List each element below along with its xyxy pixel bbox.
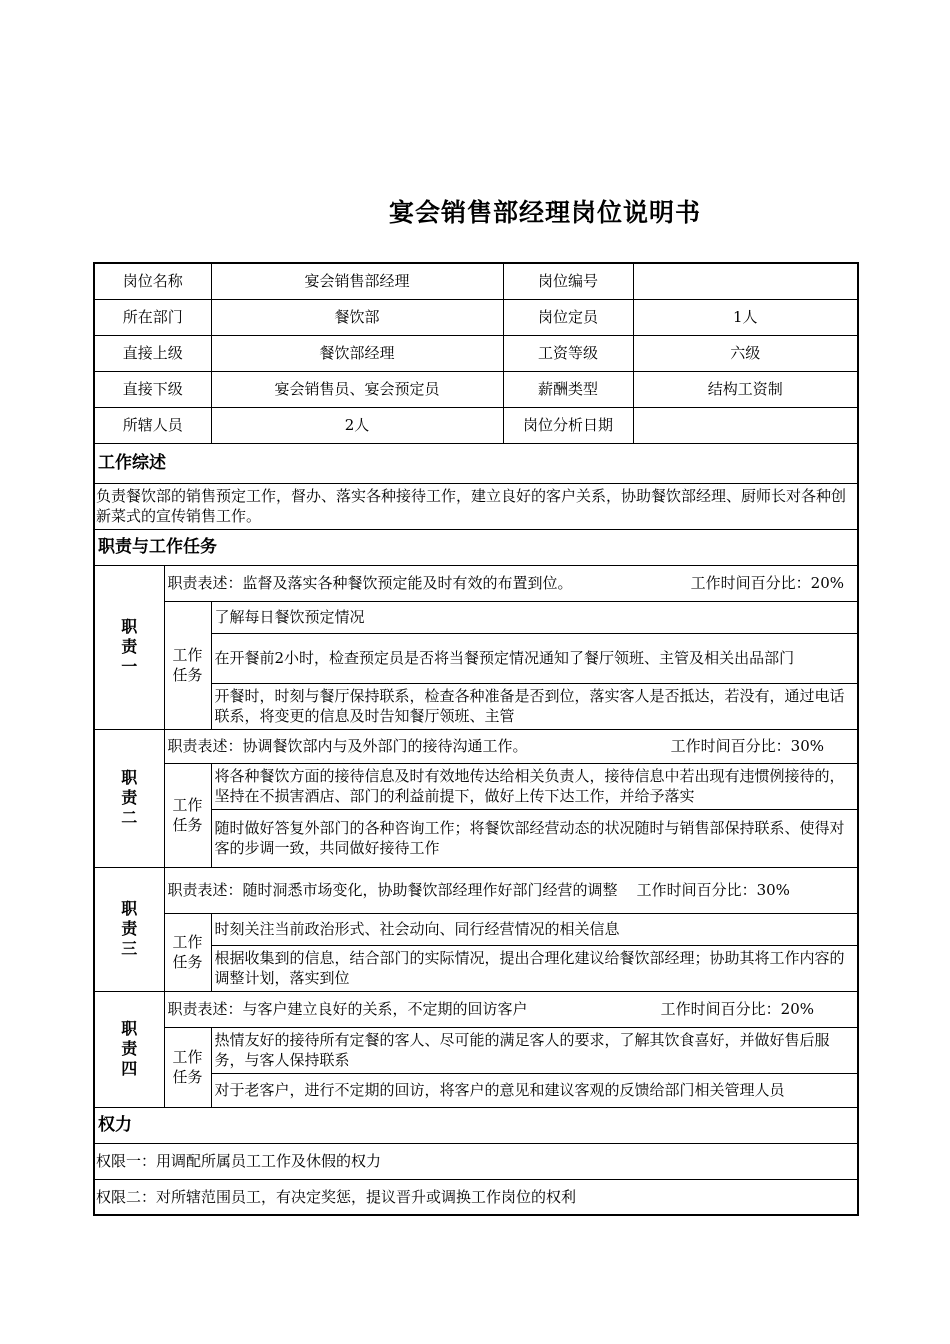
info-value: 宴会销售部经理: [211, 263, 503, 299]
duty-statement: [164, 991, 858, 1027]
info-value: [633, 407, 858, 443]
summary-text: 负责餐饮部的销售预定工作，督办、落实各种接待工作，建立良好的客户关系，协助餐饮部经理、厨师长对各种创新菜式的宣传销售工作。: [94, 483, 858, 529]
summary-heading: 工作综述: [94, 443, 858, 483]
authority-item: 权限二：对所辖范围员工，有决定奖惩，提议晋升或调换工作岗位的权利: [94, 1179, 858, 1215]
duty-label: 职责三: [94, 867, 164, 991]
duty-percent: 工作时间百分比：20%: [690, 574, 845, 592]
task-item: 随时做好答复外部门的各种咨询工作；将餐饮部经营动态的状况随时与销售部保持联系、使得对客的步调一致，共同做好接待工作: [211, 809, 858, 867]
duty-statement: [164, 729, 858, 763]
duty-statement-text: 职责表述：监督及落实各种餐饮预定能及时有效的布置到位。: [167, 574, 573, 592]
info-value: 餐饮部经理: [211, 335, 503, 371]
duty-label: 职责四: [94, 991, 164, 1107]
info-value: 1人: [633, 299, 858, 335]
info-row: [94, 407, 858, 443]
task-label: 工作任务: [164, 763, 211, 867]
duties-heading: 职责与工作任务: [94, 529, 858, 565]
info-value: [633, 263, 858, 299]
authority-item: 权限一：用调配所属员工工作及休假的权力: [94, 1143, 858, 1179]
duty-statement-text: 职责表述：随时洞悉市场变化，协助餐饮部经理作好部门经营的调整: [167, 881, 618, 899]
info-label: 直接下级: [94, 371, 211, 407]
info-label: 薪酬类型: [503, 371, 633, 407]
info-label: 岗位定员: [503, 299, 633, 335]
info-row: [94, 371, 858, 407]
authority-heading: 权力: [94, 1107, 858, 1143]
task-item: 开餐时，时刻与餐厅保持联系，检查各种准备是否到位，落实客人是否抵达，若没有，通过电话联系，将变更的信息及时告知餐厅领班、主管: [211, 683, 858, 729]
info-value: 宴会销售员、宴会预定员: [211, 371, 503, 407]
info-row: [94, 263, 858, 299]
duty-statement: [164, 565, 858, 601]
info-label: 所在部门: [94, 299, 211, 335]
info-label: 岗位名称: [94, 263, 211, 299]
info-label: 岗位编号: [503, 263, 633, 299]
duty-label: 职责二: [94, 729, 164, 867]
page-title: 宴会销售部经理岗位说明书: [388, 198, 701, 227]
task-item: 在开餐前2小时，检查预定员是否将当餐预定情况通知了餐厅领班、主管及相关出品部门: [211, 633, 858, 683]
task-label: 工作任务: [164, 601, 211, 729]
task-item: 将各种餐饮方面的接待信息及时有效地传达给相关负责人，接待信息中若出现有违惯例接待的，坚持在不损害酒店、部门的利益前提下，做好上传下达工作，并给予落实: [211, 763, 858, 809]
info-label: 直接上级: [94, 335, 211, 371]
duty-statement-text: 职责表述：协调餐饮部内与及外部门的接待沟通工作。: [167, 737, 528, 755]
duty-percent: 工作时间百分比：20%: [660, 1000, 815, 1018]
duty-statement: [164, 867, 858, 913]
info-row: [94, 335, 858, 371]
info-value: 结构工资制: [633, 371, 858, 407]
info-label: 所辖人员: [94, 407, 211, 443]
task-item: 时刻关注当前政治形式、社会动向、同行经营情况的相关信息: [211, 913, 858, 945]
duty-statement-text: 职责表述：与客户建立良好的关系，不定期的回访客户: [167, 1000, 528, 1018]
info-label: 岗位分析日期: [503, 407, 633, 443]
job-description-table: [93, 262, 859, 1216]
info-value: 2人: [211, 407, 503, 443]
task-label: 工作任务: [164, 1027, 211, 1107]
info-value: 餐饮部: [211, 299, 503, 335]
task-item: 对于老客户，进行不定期的回访，将客户的意见和建议客观的反馈给部门相关管理人员: [211, 1073, 858, 1107]
duty-label: 职责一: [94, 565, 164, 729]
info-label: 工资等级: [503, 335, 633, 371]
duty-percent: 工作时间百分比：30%: [636, 881, 790, 899]
task-item: 了解每日餐饮预定情况: [211, 601, 858, 633]
info-row: [94, 299, 858, 335]
task-item: 热情友好的接待所有定餐的客人、尽可能的满足客人的要求，了解其饮食喜好，并做好售后服务，与客人保持联系: [211, 1027, 858, 1073]
duty-percent: 工作时间百分比：30%: [670, 737, 825, 755]
info-value: 六级: [633, 335, 858, 371]
task-label: 工作任务: [164, 913, 211, 991]
task-item: 根据收集到的信息，结合部门的实际情况，提出合理化建议给餐饮部经理；协助其将工作内容的调整计划，落实到位: [211, 945, 858, 991]
